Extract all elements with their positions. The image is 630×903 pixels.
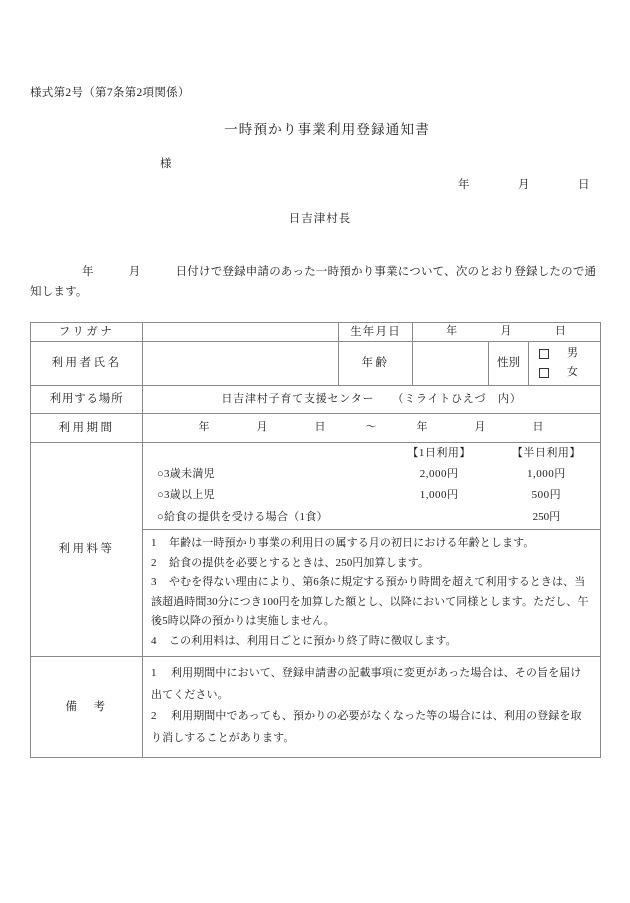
label-birthdate: 生年月日 xyxy=(339,323,413,342)
fee-note xyxy=(151,554,590,574)
period-from-day: 日 xyxy=(314,421,327,434)
fee-header-half-day: 【半日利用】 xyxy=(511,446,581,459)
remark-number: 2 xyxy=(151,710,157,723)
checkbox-icon[interactable] xyxy=(539,349,549,359)
label-fees: 利用料等 xyxy=(31,442,143,657)
remark-item xyxy=(151,663,590,706)
table-row-remarks xyxy=(31,657,601,758)
fee-note xyxy=(151,573,590,632)
fee-item-over3: ○3歳以上児 xyxy=(157,488,215,501)
remark-item xyxy=(151,706,590,749)
period-to-year: 年 xyxy=(416,421,429,434)
fee-note-text: やむを得ない理由により、第6条に規定する預かり時間を超えて利用するときは、当該超過時間30分につき100円を加算した額とし、以降において同様とします。ただし、午後5時以降の預かりは実施しません。 xyxy=(151,576,589,628)
fees-content xyxy=(143,442,601,657)
period-to-day: 日 xyxy=(532,421,545,434)
fee-over3-half: 500円 xyxy=(531,488,562,501)
remarks-list xyxy=(143,657,600,757)
value-place: 日吉津村子育て支援センター （ミライトひえづ 内） xyxy=(143,385,601,414)
intro-text: 日付けで登録申請のあった一時預かり事業について、次のとおり登録したので通知します。 xyxy=(30,266,597,299)
table-row-place xyxy=(31,385,601,414)
label-gender: 性別 xyxy=(489,342,529,385)
period-from-month: 月 xyxy=(256,421,269,434)
gender-option-male[interactable] xyxy=(539,345,594,363)
fee-row xyxy=(143,485,600,506)
label-remarks: 備 考 xyxy=(31,657,143,758)
label-furigana: フリガナ xyxy=(31,323,143,342)
fee-under3-half: 1,000円 xyxy=(527,467,566,480)
fee-header-row xyxy=(143,443,600,464)
intro-paragraph xyxy=(30,262,602,302)
period-to-month: 月 xyxy=(474,421,487,434)
table-row-fees xyxy=(31,442,601,657)
fee-under3-full: 2,000円 xyxy=(419,467,459,480)
table-row-name xyxy=(31,342,601,385)
fee-row-meal xyxy=(143,506,600,529)
table-row-furigana xyxy=(31,323,601,342)
fee-note-number: 1 xyxy=(151,536,157,549)
fee-meal-price: 250円 xyxy=(532,510,561,523)
fee-grid xyxy=(143,443,600,529)
fee-over3-full: 1,000円 xyxy=(419,488,459,501)
field-user-name[interactable] xyxy=(143,342,339,385)
fee-note-number: 2 xyxy=(151,556,157,569)
field-birthdate[interactable] xyxy=(413,323,601,342)
label-place: 利用する場所 xyxy=(31,385,143,414)
birthdate-month: 月 xyxy=(500,325,513,338)
registration-table xyxy=(30,322,601,758)
addressee-suffix: 様 xyxy=(160,158,172,170)
fee-item-meal: ○給食の提供を受ける場合（1食） xyxy=(157,510,328,523)
fee-note-text: 年齢は一時預かり事業の利用日の属する月の初日における年齢とします。 xyxy=(169,536,535,549)
fee-item-under3: ○3歳未満児 xyxy=(157,467,215,480)
period-from-year: 年 xyxy=(198,421,211,434)
intro-date: 年 月 xyxy=(82,266,176,278)
form-number: 様式第2号（第7条第2項関係） xyxy=(30,87,190,99)
label-age: 年齢 xyxy=(339,342,413,385)
fee-header-full-day: 【1日利用】 xyxy=(407,446,471,459)
remarks-content xyxy=(143,657,601,758)
fee-note-number: 3 xyxy=(151,576,157,589)
page-title: 一時預かり事業利用登録通知書 xyxy=(224,122,430,137)
checkbox-icon[interactable] xyxy=(539,368,549,378)
issue-date-line: 年 月 日 xyxy=(458,179,590,191)
remark-number: 1 xyxy=(151,667,157,680)
fee-note-text: 給食の提供を必要とするときは、250円加算します。 xyxy=(169,556,430,569)
label-user-name: 利用者氏名 xyxy=(31,342,143,385)
gender-option-female[interactable] xyxy=(539,364,594,382)
period-separator: ～ xyxy=(365,421,378,434)
fee-note xyxy=(151,632,590,652)
field-furigana[interactable] xyxy=(143,323,339,342)
fee-row xyxy=(143,464,600,485)
field-gender[interactable] xyxy=(529,342,601,385)
birthdate-day: 日 xyxy=(554,325,567,338)
gender-label-female: 女 xyxy=(567,365,578,378)
birthdate-year: 年 xyxy=(446,325,459,338)
fee-note-text: この利用料は、利用日ごとに預かり終了時に徴収します。 xyxy=(169,634,457,647)
remark-text: 利用期間中において、登録申請書の記載事項に変更があった場合は、その旨を届け出てください。 xyxy=(151,667,582,701)
issuer-name: 日吉津村長 xyxy=(288,213,352,225)
field-period[interactable] xyxy=(143,414,601,443)
fee-note-number: 4 xyxy=(151,634,157,647)
remark-text: 利用期間中であっても、預かりの必要がなくなった等の場合には、利用の登録を取り消しすることがあります。 xyxy=(151,710,582,744)
field-age[interactable] xyxy=(413,342,489,385)
gender-label-male: 男 xyxy=(567,347,578,360)
label-period: 利用期間 xyxy=(31,414,143,443)
fee-note xyxy=(151,534,590,554)
table-row-period xyxy=(31,414,601,443)
fee-notes xyxy=(143,529,600,656)
